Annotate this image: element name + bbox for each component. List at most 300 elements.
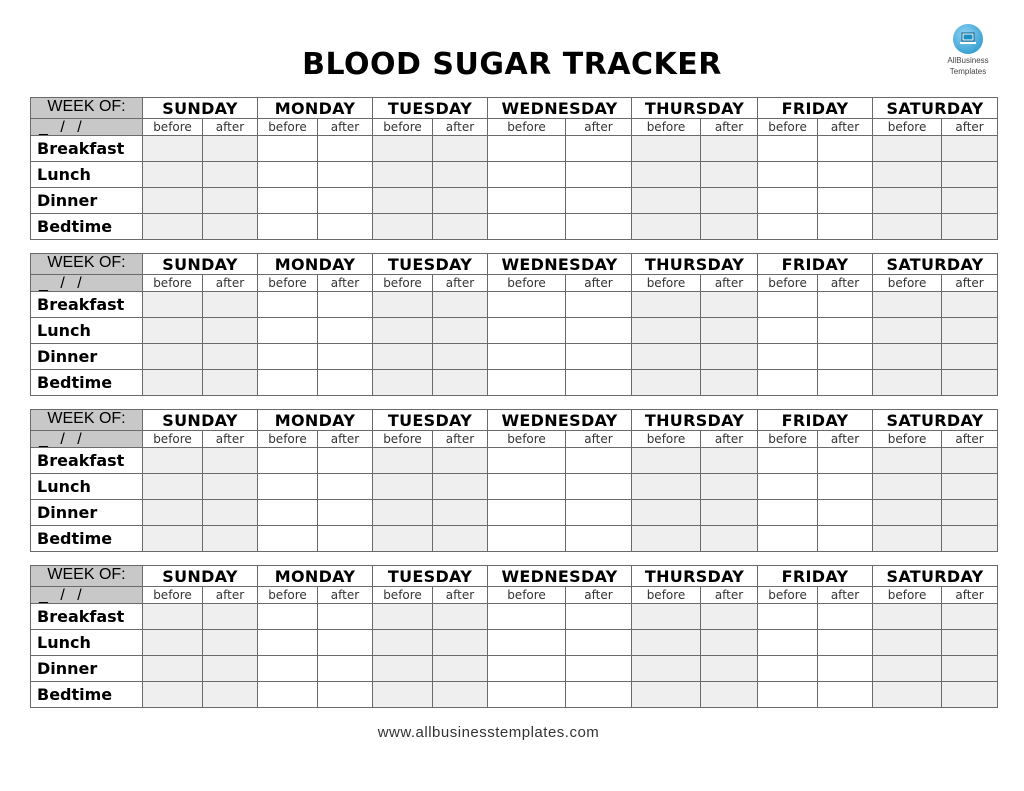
reading-entry-cell[interactable]	[873, 630, 942, 656]
reading-entry-cell[interactable]	[818, 292, 873, 318]
reading-entry-cell[interactable]	[433, 526, 488, 552]
after-label: after	[566, 119, 632, 136]
reading-entry-cell[interactable]	[143, 188, 203, 214]
reading-entry-cell[interactable]	[873, 292, 942, 318]
reading-entry-cell[interactable]	[632, 474, 701, 500]
reading-entry-cell[interactable]	[143, 604, 203, 630]
day-header: FRIDAY	[758, 254, 873, 275]
before-label: before	[873, 275, 942, 292]
reading-entry-cell[interactable]	[701, 214, 758, 240]
reading-entry-cell[interactable]	[566, 136, 632, 162]
reading-entry-cell[interactable]	[318, 630, 373, 656]
reading-entry-cell[interactable]	[701, 188, 758, 214]
reading-entry-cell[interactable]	[701, 604, 758, 630]
reading-entry-cell[interactable]	[942, 344, 998, 370]
reading-entry-cell[interactable]	[433, 188, 488, 214]
reading-entry-cell[interactable]	[318, 370, 373, 396]
before-label: before	[143, 431, 203, 448]
brand-logo	[938, 24, 998, 76]
reading-entry-cell[interactable]	[203, 214, 258, 240]
meal-label: Lunch	[31, 318, 143, 344]
day-header: THURSDAY	[632, 566, 758, 587]
reading-entry-cell[interactable]	[632, 500, 701, 526]
reading-entry-cell[interactable]	[203, 292, 258, 318]
reading-entry-cell[interactable]	[373, 162, 433, 188]
reading-entry-cell[interactable]	[318, 214, 373, 240]
reading-entry-cell[interactable]	[318, 188, 373, 214]
reading-entry-cell[interactable]	[818, 682, 873, 708]
reading-entry-cell[interactable]	[942, 526, 998, 552]
week-date-field[interactable]: _ / /	[31, 431, 143, 448]
before-label: before	[632, 431, 701, 448]
day-header: SUNDAY	[143, 566, 258, 587]
reading-entry-cell[interactable]	[632, 188, 701, 214]
reading-entry-cell[interactable]	[632, 136, 701, 162]
reading-entry-cell[interactable]	[566, 500, 632, 526]
reading-entry-cell[interactable]	[942, 474, 998, 500]
reading-entry-cell[interactable]	[701, 682, 758, 708]
reading-entry-cell[interactable]	[203, 318, 258, 344]
reading-entry-cell[interactable]	[942, 318, 998, 344]
day-header: TUESDAY	[373, 566, 488, 587]
reading-entry-cell[interactable]	[758, 448, 818, 474]
reading-entry-cell[interactable]	[318, 656, 373, 682]
reading-entry-cell[interactable]	[632, 292, 701, 318]
day-header: SUNDAY	[143, 254, 258, 275]
reading-entry-cell[interactable]	[873, 604, 942, 630]
after-label: after	[942, 587, 998, 604]
day-header: TUESDAY	[373, 98, 488, 119]
reading-entry-cell[interactable]	[701, 474, 758, 500]
day-header: SUNDAY	[143, 98, 258, 119]
reading-entry-cell[interactable]	[566, 214, 632, 240]
after-label: after	[203, 275, 258, 292]
reading-entry-cell[interactable]	[433, 370, 488, 396]
reading-entry-cell[interactable]	[203, 656, 258, 682]
reading-entry-cell[interactable]	[258, 448, 318, 474]
after-label: after	[942, 119, 998, 136]
reading-entry-cell[interactable]	[566, 188, 632, 214]
reading-entry-cell[interactable]	[143, 682, 203, 708]
after-label: after	[566, 275, 632, 292]
reading-entry-cell[interactable]	[758, 500, 818, 526]
before-label: before	[258, 119, 318, 136]
after-label: after	[701, 587, 758, 604]
reading-entry-cell[interactable]	[701, 136, 758, 162]
reading-entry-cell[interactable]	[818, 162, 873, 188]
reading-entry-cell[interactable]	[258, 214, 318, 240]
reading-entry-cell[interactable]	[143, 318, 203, 344]
reading-entry-cell[interactable]	[488, 188, 566, 214]
reading-entry-cell[interactable]	[758, 630, 818, 656]
reading-entry-cell[interactable]	[632, 370, 701, 396]
reading-entry-cell[interactable]	[258, 526, 318, 552]
reading-entry-cell[interactable]	[873, 526, 942, 552]
reading-entry-cell[interactable]	[258, 500, 318, 526]
after-label: after	[433, 587, 488, 604]
reading-entry-cell[interactable]	[488, 162, 566, 188]
week-of-label: WEEK OF:	[31, 98, 143, 119]
reading-entry-cell[interactable]	[258, 604, 318, 630]
reading-entry-cell[interactable]	[758, 136, 818, 162]
reading-entry-cell[interactable]	[942, 162, 998, 188]
reading-entry-cell[interactable]	[318, 526, 373, 552]
reading-entry-cell[interactable]	[566, 318, 632, 344]
reading-entry-cell[interactable]	[433, 500, 488, 526]
reading-entry-cell[interactable]	[818, 318, 873, 344]
reading-entry-cell[interactable]	[818, 526, 873, 552]
meal-label: Breakfast	[31, 448, 143, 474]
reading-entry-cell[interactable]	[818, 604, 873, 630]
reading-entry-cell[interactable]	[873, 656, 942, 682]
day-header: MONDAY	[258, 98, 373, 119]
reading-entry-cell[interactable]	[873, 682, 942, 708]
reading-entry-cell[interactable]	[942, 682, 998, 708]
reading-entry-cell[interactable]	[566, 344, 632, 370]
reading-entry-cell[interactable]	[873, 370, 942, 396]
reading-entry-cell[interactable]	[942, 292, 998, 318]
tracker-week-table	[30, 253, 998, 396]
reading-entry-cell[interactable]	[758, 526, 818, 552]
after-label: after	[818, 431, 873, 448]
meal-label: Breakfast	[31, 292, 143, 318]
reading-entry-cell[interactable]	[566, 630, 632, 656]
reading-entry-cell[interactable]	[566, 656, 632, 682]
reading-entry-cell[interactable]	[758, 682, 818, 708]
before-label: before	[143, 587, 203, 604]
reading-entry-cell[interactable]	[758, 292, 818, 318]
reading-entry-cell[interactable]	[701, 318, 758, 344]
reading-entry-cell[interactable]	[488, 474, 566, 500]
reading-entry-cell[interactable]	[258, 162, 318, 188]
reading-entry-cell[interactable]	[701, 344, 758, 370]
reading-entry-cell[interactable]	[258, 188, 318, 214]
meal-label: Breakfast	[31, 136, 143, 162]
reading-entry-cell[interactable]	[143, 526, 203, 552]
reading-entry-cell[interactable]	[818, 370, 873, 396]
before-label: before	[258, 275, 318, 292]
reading-entry-cell[interactable]	[488, 318, 566, 344]
reading-entry-cell[interactable]	[942, 188, 998, 214]
reading-entry-cell[interactable]	[566, 682, 632, 708]
tracker-week-table	[30, 565, 998, 708]
reading-entry-cell[interactable]	[203, 526, 258, 552]
day-header: FRIDAY	[758, 410, 873, 431]
before-label: before	[488, 119, 566, 136]
reading-entry-cell[interactable]	[488, 344, 566, 370]
reading-entry-cell[interactable]	[318, 500, 373, 526]
reading-entry-cell[interactable]	[566, 292, 632, 318]
before-label: before	[488, 431, 566, 448]
reading-entry-cell[interactable]	[758, 604, 818, 630]
reading-entry-cell[interactable]	[942, 656, 998, 682]
week-of-label: WEEK OF:	[31, 566, 143, 587]
reading-entry-cell[interactable]	[632, 318, 701, 344]
reading-entry-cell[interactable]	[203, 344, 258, 370]
reading-entry-cell[interactable]	[488, 370, 566, 396]
reading-entry-cell[interactable]	[488, 630, 566, 656]
meal-label: Dinner	[31, 344, 143, 370]
reading-entry-cell[interactable]	[203, 136, 258, 162]
reading-entry-cell[interactable]	[258, 630, 318, 656]
reading-entry-cell[interactable]	[433, 214, 488, 240]
day-header: TUESDAY	[373, 410, 488, 431]
reading-entry-cell[interactable]	[433, 630, 488, 656]
reading-entry-cell[interactable]	[258, 656, 318, 682]
after-label: after	[318, 275, 373, 292]
meal-label: Lunch	[31, 630, 143, 656]
after-label: after	[818, 587, 873, 604]
reading-entry-cell[interactable]	[203, 682, 258, 708]
reading-entry-cell[interactable]	[632, 162, 701, 188]
day-header: TUESDAY	[373, 254, 488, 275]
meal-label: Bedtime	[31, 214, 143, 240]
reading-entry-cell[interactable]	[818, 344, 873, 370]
after-label: after	[818, 119, 873, 136]
reading-entry-cell[interactable]	[488, 656, 566, 682]
reading-entry-cell[interactable]	[488, 214, 566, 240]
logo-text-line1: AllBusiness	[947, 56, 989, 65]
reading-entry-cell[interactable]	[203, 500, 258, 526]
reading-entry-cell[interactable]	[373, 630, 433, 656]
reading-entry-cell[interactable]	[942, 604, 998, 630]
reading-entry-cell[interactable]	[373, 344, 433, 370]
reading-entry-cell[interactable]	[433, 448, 488, 474]
after-label: after	[318, 431, 373, 448]
reading-entry-cell[interactable]	[758, 370, 818, 396]
before-label: before	[758, 275, 818, 292]
reading-entry-cell[interactable]	[143, 344, 203, 370]
reading-entry-cell[interactable]	[566, 526, 632, 552]
page-title: BLOOD SUGAR TRACKER	[302, 47, 722, 82]
reading-entry-cell[interactable]	[143, 136, 203, 162]
reading-entry-cell[interactable]	[258, 474, 318, 500]
reading-entry-cell[interactable]	[433, 318, 488, 344]
day-header: SUNDAY	[143, 410, 258, 431]
reading-entry-cell[interactable]	[488, 682, 566, 708]
meal-label: Bedtime	[31, 682, 143, 708]
reading-entry-cell[interactable]	[942, 500, 998, 526]
reading-entry-cell[interactable]	[373, 500, 433, 526]
after-label: after	[318, 587, 373, 604]
reading-entry-cell[interactable]	[758, 318, 818, 344]
reading-entry-cell[interactable]	[318, 318, 373, 344]
reading-entry-cell[interactable]	[373, 474, 433, 500]
reading-entry-cell[interactable]	[818, 500, 873, 526]
reading-entry-cell[interactable]	[433, 344, 488, 370]
before-label: before	[258, 587, 318, 604]
day-header: WEDNESDAY	[488, 254, 632, 275]
reading-entry-cell[interactable]	[258, 136, 318, 162]
reading-entry-cell[interactable]	[143, 500, 203, 526]
after-label: after	[701, 275, 758, 292]
reading-entry-cell[interactable]	[701, 630, 758, 656]
reading-entry-cell[interactable]	[818, 630, 873, 656]
reading-entry-cell[interactable]	[143, 370, 203, 396]
reading-entry-cell[interactable]	[632, 344, 701, 370]
before-label: before	[373, 431, 433, 448]
reading-entry-cell[interactable]	[873, 318, 942, 344]
day-header: WEDNESDAY	[488, 98, 632, 119]
reading-entry-cell[interactable]	[873, 474, 942, 500]
reading-entry-cell[interactable]	[203, 474, 258, 500]
reading-entry-cell[interactable]	[818, 136, 873, 162]
reading-entry-cell[interactable]	[433, 162, 488, 188]
reading-entry-cell[interactable]	[701, 162, 758, 188]
reading-entry-cell[interactable]	[566, 162, 632, 188]
reading-entry-cell[interactable]	[258, 370, 318, 396]
reading-entry-cell[interactable]	[632, 604, 701, 630]
reading-entry-cell[interactable]	[701, 370, 758, 396]
reading-entry-cell[interactable]	[318, 136, 373, 162]
after-label: after	[433, 431, 488, 448]
after-label: after	[433, 275, 488, 292]
before-label: before	[258, 431, 318, 448]
reading-entry-cell[interactable]	[873, 162, 942, 188]
reading-entry-cell[interactable]	[143, 214, 203, 240]
reading-entry-cell[interactable]	[942, 214, 998, 240]
reading-entry-cell[interactable]	[433, 474, 488, 500]
reading-entry-cell[interactable]	[143, 162, 203, 188]
reading-entry-cell[interactable]	[373, 448, 433, 474]
reading-entry-cell[interactable]	[318, 162, 373, 188]
reading-entry-cell[interactable]	[373, 188, 433, 214]
reading-entry-cell[interactable]	[373, 370, 433, 396]
reading-entry-cell[interactable]	[942, 370, 998, 396]
meal-label: Breakfast	[31, 604, 143, 630]
reading-entry-cell[interactable]	[873, 136, 942, 162]
reading-entry-cell[interactable]	[701, 500, 758, 526]
reading-entry-cell[interactable]	[373, 136, 433, 162]
reading-entry-cell[interactable]	[632, 448, 701, 474]
reading-entry-cell[interactable]	[758, 474, 818, 500]
reading-entry-cell[interactable]	[818, 214, 873, 240]
reading-entry-cell[interactable]	[942, 136, 998, 162]
reading-entry-cell[interactable]	[942, 630, 998, 656]
reading-entry-cell[interactable]	[373, 214, 433, 240]
reading-entry-cell[interactable]	[433, 656, 488, 682]
reading-entry-cell[interactable]	[373, 318, 433, 344]
reading-entry-cell[interactable]	[143, 448, 203, 474]
reading-entry-cell[interactable]	[758, 344, 818, 370]
before-label: before	[488, 587, 566, 604]
reading-entry-cell[interactable]	[758, 162, 818, 188]
day-header: WEDNESDAY	[488, 566, 632, 587]
week-date-field[interactable]: _ / /	[31, 119, 143, 136]
reading-entry-cell[interactable]	[758, 214, 818, 240]
day-header: THURSDAY	[632, 410, 758, 431]
reading-entry-cell[interactable]	[318, 604, 373, 630]
reading-entry-cell[interactable]	[433, 682, 488, 708]
reading-entry-cell[interactable]	[632, 214, 701, 240]
reading-entry-cell[interactable]	[203, 370, 258, 396]
reading-entry-cell[interactable]	[258, 344, 318, 370]
day-header: MONDAY	[258, 254, 373, 275]
reading-entry-cell[interactable]	[488, 448, 566, 474]
reading-entry-cell[interactable]	[433, 136, 488, 162]
reading-entry-cell[interactable]	[373, 526, 433, 552]
reading-entry-cell[interactable]	[818, 448, 873, 474]
reading-entry-cell[interactable]	[203, 630, 258, 656]
reading-entry-cell[interactable]	[701, 448, 758, 474]
reading-entry-cell[interactable]	[701, 656, 758, 682]
reading-entry-cell[interactable]	[143, 474, 203, 500]
reading-entry-cell[interactable]	[632, 682, 701, 708]
reading-entry-cell[interactable]	[258, 682, 318, 708]
reading-entry-cell[interactable]	[318, 682, 373, 708]
reading-entry-cell[interactable]	[632, 656, 701, 682]
reading-entry-cell[interactable]	[143, 656, 203, 682]
day-header: SATURDAY	[873, 98, 998, 119]
reading-entry-cell[interactable]	[203, 448, 258, 474]
before-label: before	[143, 119, 203, 136]
reading-entry-cell[interactable]	[488, 604, 566, 630]
reading-entry-cell[interactable]	[566, 370, 632, 396]
reading-entry-cell[interactable]	[258, 292, 318, 318]
reading-entry-cell[interactable]	[203, 162, 258, 188]
reading-entry-cell[interactable]	[873, 500, 942, 526]
reading-entry-cell[interactable]	[818, 188, 873, 214]
reading-entry-cell[interactable]	[373, 292, 433, 318]
reading-entry-cell[interactable]	[873, 214, 942, 240]
reading-entry-cell[interactable]	[318, 448, 373, 474]
day-header: WEDNESDAY	[488, 410, 632, 431]
reading-entry-cell[interactable]	[873, 344, 942, 370]
reading-entry-cell[interactable]	[632, 630, 701, 656]
reading-entry-cell[interactable]	[373, 604, 433, 630]
reading-entry-cell[interactable]	[566, 474, 632, 500]
reading-entry-cell[interactable]	[203, 188, 258, 214]
reading-entry-cell[interactable]	[758, 656, 818, 682]
reading-entry-cell[interactable]	[818, 656, 873, 682]
reading-entry-cell[interactable]	[488, 292, 566, 318]
reading-entry-cell[interactable]	[758, 188, 818, 214]
reading-entry-cell[interactable]	[701, 526, 758, 552]
meal-label: Bedtime	[31, 370, 143, 396]
reading-entry-cell[interactable]	[488, 136, 566, 162]
reading-entry-cell[interactable]	[433, 604, 488, 630]
reading-entry-cell[interactable]	[488, 526, 566, 552]
reading-entry-cell[interactable]	[373, 682, 433, 708]
week-date-field[interactable]: _ / /	[31, 587, 143, 604]
reading-entry-cell[interactable]	[373, 656, 433, 682]
reading-entry-cell[interactable]	[433, 292, 488, 318]
reading-entry-cell[interactable]	[632, 526, 701, 552]
before-label: before	[873, 119, 942, 136]
before-label: before	[632, 119, 701, 136]
after-label: after	[818, 275, 873, 292]
reading-entry-cell[interactable]	[203, 604, 258, 630]
reading-entry-cell[interactable]	[873, 188, 942, 214]
meal-label: Dinner	[31, 188, 143, 214]
reading-entry-cell[interactable]	[873, 448, 942, 474]
reading-entry-cell[interactable]	[488, 500, 566, 526]
reading-entry-cell[interactable]	[701, 292, 758, 318]
reading-entry-cell[interactable]	[566, 448, 632, 474]
week-date-field[interactable]: _ / /	[31, 275, 143, 292]
reading-entry-cell[interactable]	[318, 474, 373, 500]
reading-entry-cell[interactable]	[818, 474, 873, 500]
before-label: before	[373, 119, 433, 136]
reading-entry-cell[interactable]	[566, 604, 632, 630]
reading-entry-cell[interactable]	[318, 292, 373, 318]
after-label: after	[566, 587, 632, 604]
reading-entry-cell[interactable]	[143, 630, 203, 656]
reading-entry-cell[interactable]	[258, 318, 318, 344]
reading-entry-cell[interactable]	[318, 344, 373, 370]
reading-entry-cell[interactable]	[942, 448, 998, 474]
reading-entry-cell[interactable]	[143, 292, 203, 318]
